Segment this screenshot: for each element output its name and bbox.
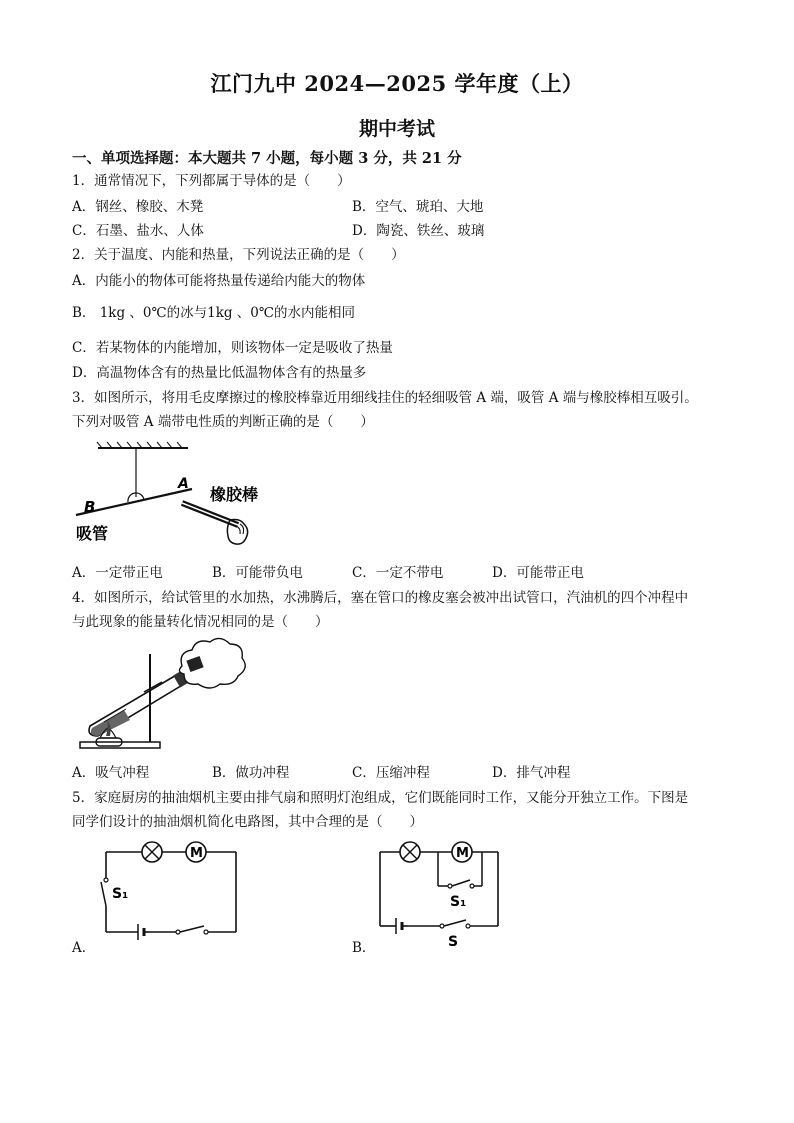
battery-icon bbox=[138, 924, 150, 940]
q1-option-c[interactable]: C．石墨、盐水、人体 bbox=[72, 223, 204, 239]
lamp-icon bbox=[400, 842, 420, 862]
q3-option-a[interactable]: A．一定带正电 bbox=[72, 565, 163, 581]
q1-option-b[interactable]: B．空气、琥珀、大地 bbox=[352, 199, 484, 215]
question-4-stem-line1: 4．如图所示，给试管里的水加热，水沸腾后，塞在管口的橡皮塞会被冲出试管口，汽油机的四个冲程中 bbox=[72, 590, 689, 606]
label-a: A bbox=[178, 476, 189, 492]
circuit-a-diagram[interactable] bbox=[98, 838, 248, 943]
section-heading: 一、单项选择题：本大题共 7 小题，每小题 3 分，共 21 分 bbox=[72, 150, 462, 167]
rod-label: 橡胶棒 bbox=[210, 485, 259, 504]
straw-label: 吸管 bbox=[76, 524, 109, 543]
motor-label: M bbox=[456, 846, 469, 861]
motor-label: M bbox=[190, 846, 203, 861]
q2-option-a[interactable]: A．内能小的物体可能将热量传递给内能大的物体 bbox=[72, 273, 366, 289]
question-5-stem-line1: 5．家庭厨房的抽油烟机主要由排气扇和照明灯泡组成，它们既能同时工作，又能分开独立工作。下图是 bbox=[72, 790, 689, 806]
switch-s-icon bbox=[440, 920, 470, 950]
question-1-stem: 1．通常情况下，下列都属于导体的是（ ） bbox=[72, 173, 351, 189]
q3-option-c[interactable]: C．一定不带电 bbox=[352, 565, 444, 581]
q1-option-d[interactable]: D．陶瓷、铁丝、玻璃 bbox=[352, 223, 485, 239]
page-subtitle: 期中考试 bbox=[358, 118, 435, 140]
switch-s1-label: S₁ bbox=[112, 886, 129, 902]
q4-option-a[interactable]: A．吸气冲程 bbox=[72, 765, 150, 781]
q4-option-b[interactable]: B．做功冲程 bbox=[212, 765, 290, 781]
q2-option-c[interactable]: C．若某物体的内能增加，则该物体一定是吸收了热量 bbox=[72, 340, 393, 356]
battery-icon bbox=[396, 918, 408, 934]
page-title: 江门九中 2024—2025 学年度（上） bbox=[210, 71, 584, 96]
question-4-stem-line2: 与此现象的能量转化情况相同的是（ ） bbox=[72, 614, 329, 630]
q3-option-b[interactable]: B．可能带负电 bbox=[212, 565, 303, 581]
q4-figure bbox=[70, 636, 250, 758]
q2-option-d[interactable]: D．高温物体含有的热量比低温物体含有的热量多 bbox=[72, 365, 367, 381]
q5-option-a-label[interactable]: A． bbox=[72, 940, 96, 956]
q4-option-c[interactable]: C．压缩冲程 bbox=[352, 765, 430, 781]
switch-s1-icon bbox=[448, 880, 474, 910]
lamp-icon bbox=[142, 842, 162, 862]
label-b: B bbox=[84, 498, 96, 516]
switch-s1-icon bbox=[101, 878, 128, 906]
q3-figure bbox=[70, 440, 290, 555]
q4-option-d[interactable]: D．排气冲程 bbox=[492, 765, 571, 781]
q2-option-b[interactable]: B． 1kg 、0℃的冰与1kg 、0℃的水内能相同 bbox=[72, 305, 355, 321]
question-3-stem-line2: 下列对吸管 A 端带电性质的判断正确的是（ ） bbox=[72, 414, 374, 430]
q3-option-d[interactable]: D．可能带正电 bbox=[492, 565, 584, 581]
question-5-stem-line2: 同学们设计的抽油烟机简化电路图，其中合理的是（ ） bbox=[72, 814, 423, 830]
question-2-stem: 2．关于温度、内能和热量，下列说法正确的是（ ） bbox=[72, 247, 405, 263]
ceiling-mount bbox=[97, 442, 188, 448]
circuit-b-diagram[interactable] bbox=[376, 836, 526, 948]
switch-s-label: S bbox=[448, 934, 459, 950]
question-3-stem-line1: 3．如图所示，将用毛皮摩擦过的橡胶棒靠近用细线挂住的轻细吸管 A 端，吸管 A 端与橡胶棒相互吸引。 bbox=[72, 390, 698, 406]
q1-option-a[interactable]: A．钢丝、橡胶、木凳 bbox=[72, 199, 204, 215]
switch-icon bbox=[176, 926, 208, 934]
switch-s1-label: S₁ bbox=[450, 894, 467, 910]
q5-option-b-label[interactable]: B． bbox=[352, 940, 376, 956]
motor-icon bbox=[452, 842, 472, 862]
motor-icon bbox=[186, 842, 206, 862]
test-tube bbox=[89, 674, 184, 736]
